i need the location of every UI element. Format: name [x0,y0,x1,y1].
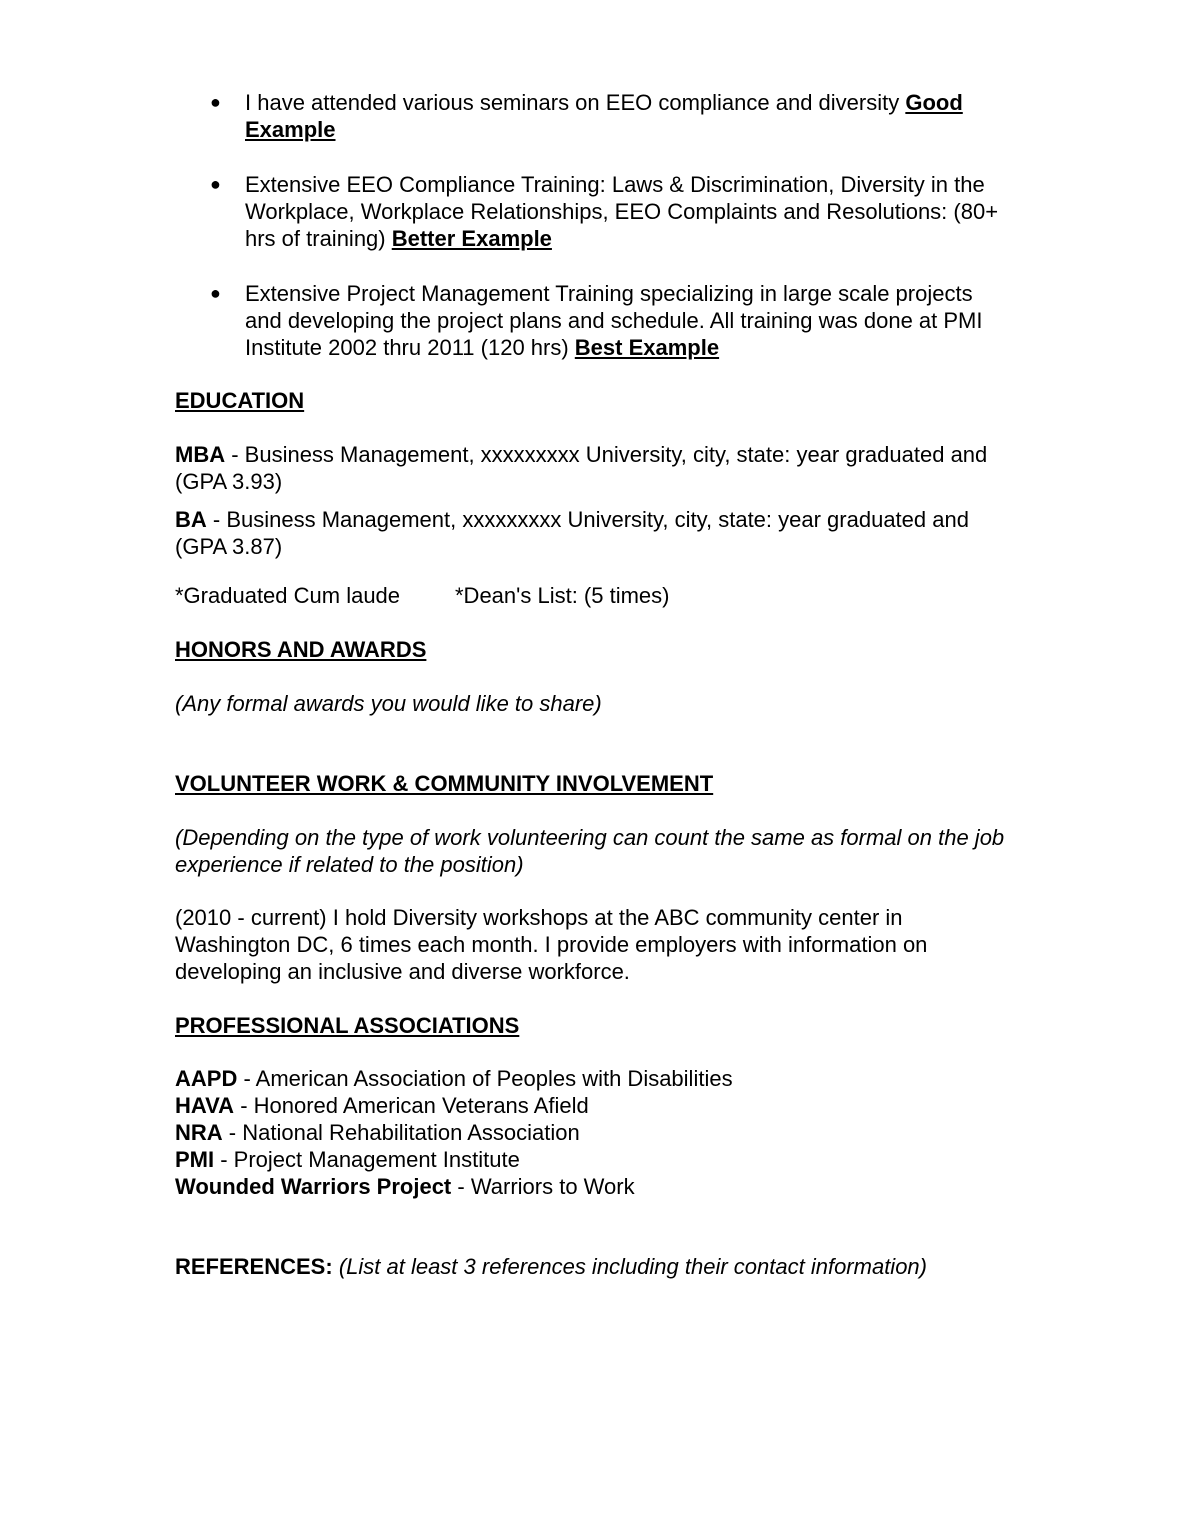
bullet-text: Extensive EEO Compliance Training: Laws & Discrimination, Diversity in the Workplace, Workplace Relationships, EEO Complaints and Resolutions: (80+ hrs of training) [245,172,999,251]
association-name: - Honored American Veterans Afield [234,1093,589,1118]
list-item [175,1119,1015,1146]
volunteer-heading: VOLUNTEER WORK & COMMUNITY INVOLVEMENT [175,771,714,796]
list-item [175,1173,1015,1200]
list-item [175,1146,1015,1173]
bullet-text: I have attended various seminars on EEO compliance and diversity [245,90,906,115]
honors-note: (Any formal awards you would like to share) [175,691,602,716]
honors-heading: HONORS AND AWARDS [175,637,427,662]
bullet-icon: ● [210,283,221,303]
references-label: REFERENCES: [175,1254,333,1279]
list-item [175,280,1015,361]
list-item [175,89,1015,143]
example-tag: Better Example [391,226,552,251]
association-abbr: PMI [175,1147,215,1172]
association-abbr: AAPD [175,1066,238,1091]
association-abbr: HAVA [175,1093,235,1118]
association-name: - Warriors to Work [451,1174,635,1199]
bullet-icon: ● [210,92,221,112]
bullet-text: Extensive Project Management Training specializing in large scale projects and developing the project plans and schedule. All training was done at PMI Institute 2002 thru 2011 (120 hrs) [245,281,983,360]
cum-laude: *Graduated Cum laude [175,583,401,608]
association-name: - Project Management Institute [214,1147,520,1172]
bullet-icon: ● [210,174,221,194]
volunteer-note: (Depending on the type of work volunteering can count the same as formal on the job experience if related to the position) [175,825,1005,877]
list-item [175,171,1015,252]
example-tag: Best Example [574,335,720,360]
education-heading: EDUCATION [175,388,305,413]
academic-honors-line [175,582,1015,609]
list-item [175,1065,1015,1092]
association-name: - American Association of Peoples with Disabilities [237,1066,733,1091]
associations-heading: PROFESSIONAL ASSOCIATIONS [175,1013,520,1038]
references-line [175,1253,1015,1280]
association-abbr: NRA [175,1120,223,1145]
degree-title: MBA [175,442,226,467]
references-note: (List at least 3 references including their contact information) [338,1254,927,1279]
association-name: - National Rehabilitation Association [222,1120,580,1145]
deans-list: *Dean's List: (5 times) [455,583,670,608]
degree-detail: - Business Management, xxxxxxxxx University, city, state: year graduated and (GPA 3.87) [175,507,969,559]
degree-mba [175,441,1015,495]
list-item [175,1092,1015,1119]
example-tag: Good Example [245,90,963,142]
degree-ba [175,506,1015,560]
associations-list [175,1065,1015,1200]
association-abbr: Wounded Warriors Project [175,1174,452,1199]
degree-detail: - Business Management, xxxxxxxxx University, city, state: year graduated and (GPA 3.93) [175,442,988,494]
training-bullet-list [175,89,1015,361]
degree-title: BA [175,507,207,532]
volunteer-entry: (2010 - current) I hold Diversity workshops at the ABC community center in Washington DC, 6 times each month. I provide employers with information on developing an inclusive and diverse workforce. [175,905,928,984]
